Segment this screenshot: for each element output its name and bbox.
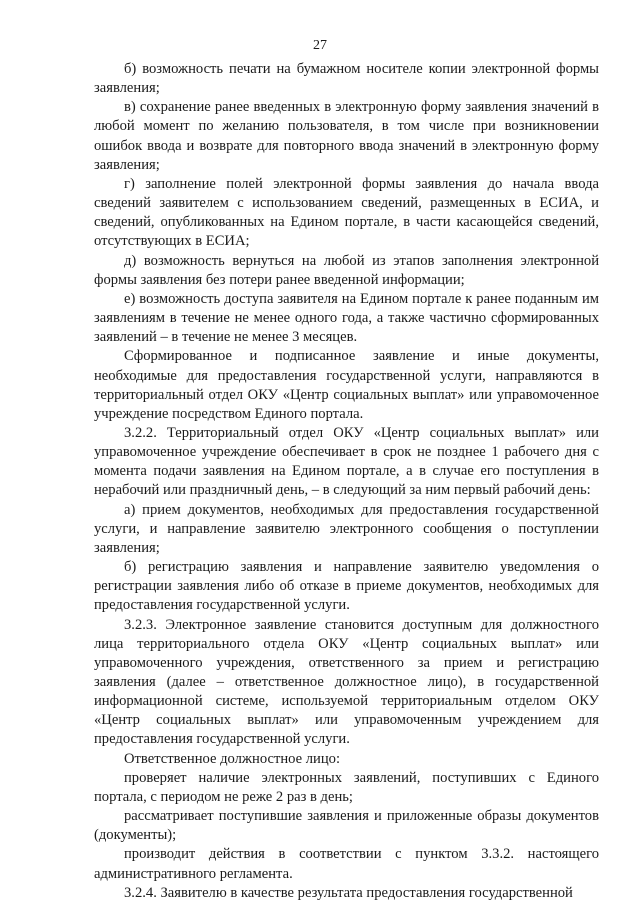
paragraph-3-2-3: 3.2.3. Электронное заявление становится доступным для должностного лица территориального отдела ОКУ «Центр социальных выплат» или управомоченного учреждения, ответственного за прием и регистрацию заявления (далее – ответственное должностное лицо), в государственной информационной системе, используемой территориальным отделом ОКУ «Центр социальных выплат» или управомоченным учреждением для предоставления государственной услуги. — [94, 616, 599, 748]
paragraph-performs: производит действия в соответствии с пунктом 3.3.2. настоящего административного регламента. — [94, 846, 599, 882]
paragraph-checks: проверяет наличие электронных заявлений, поступивших с Единого портала, с периодом не реже 2 раз в день; — [94, 769, 599, 805]
paragraph-item-g-autofill: г) заполнение полей электронной формы заявления до начала ввода сведений заявителем с использованием сведений, размещенных в ЕСИА, и сведений, опубликованных на Едином портале, в части касающейся сведений, отсутствующих в ЕСИА; — [94, 175, 599, 250]
paragraph-item-d-return: д) возможность вернуться на любой из этапов заполнения электронной формы заявления без потери ранее введенной информации; — [94, 252, 599, 288]
paragraph-3-2-4: 3.2.4. Заявителю в качестве результата предоставления государственной — [124, 884, 573, 901]
paragraph-item-b-print: б) возможность печати на бумажном носителе копии электронной формы заявления; — [94, 61, 599, 97]
paragraph-item-v-save: в) сохранение ранее введенных в электронную форму заявления значений в любой момент по желанию пользователя, в том числе при возникновении ошибок ввода и возврате для повторного ввода значений в электронную форму заявления; — [94, 99, 599, 173]
paragraph-3-2-2-b: б) регистрацию заявления и направление заявителю уведомления о регистрации заявления либо об отказе в приеме документов, необходимых для предоставления государственной услуги. — [94, 559, 599, 614]
paragraph-responsible-official: Ответственное должностное лицо: — [124, 750, 340, 767]
paragraph-3-2-2: 3.2.2. Территориальный отдел ОКУ «Центр социальных выплат» или управомоченное учреждение обеспечивает в срок не позднее 1 рабочего дня с момента подачи заявления на Едином портале, а в случае его поступления в нерабочий или праздничный день, – в следующий за ним первый рабочий день: — [94, 424, 599, 499]
paragraph-item-e-access: е) возможность доступа заявителя на Едином портале к ранее поданным им заявлениям в течение не менее одного года, а также частично сформированных заявлений – в течение не менее 3 месяцев. — [94, 290, 599, 346]
page-number: 27 — [313, 38, 327, 53]
paragraph-reviews: рассматривает поступившие заявления и приложенные образы документов (документы); — [94, 808, 599, 844]
paragraph-submission: Сформированное и подписанное заявление и иные документы, необходимые для предоставления государственной услуги, направляются в территориальный отдел ОКУ «Центр социальных выплат» или управомоченное учреждение посредством Единого портала. — [94, 348, 599, 422]
paragraph-3-2-2-a: а) прием документов, необходимых для предоставления государственной услуги, и направление заявителю электронного сообщения о поступлении заявления; — [94, 501, 599, 556]
document-body — [94, 60, 599, 903]
